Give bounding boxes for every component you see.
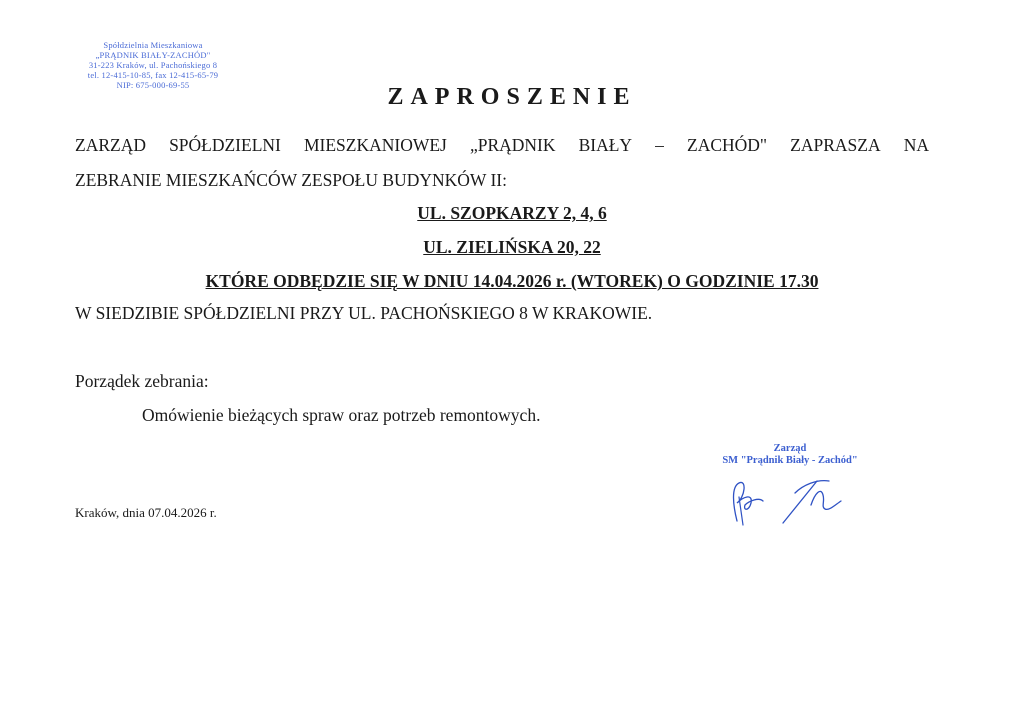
intro-word: ZACHÓD"	[687, 135, 768, 155]
intro-word: –	[655, 135, 664, 155]
place-and-date: Kraków, dnia 07.04.2026 r.	[75, 505, 217, 520]
stamp-line: Spółdzielnia Mieszkaniowa	[103, 40, 203, 50]
intro-line-1	[75, 135, 929, 156]
cooperative-stamp	[58, 40, 248, 90]
board-name: SM "Prądnik Biały - Zachód"	[722, 455, 858, 466]
intro-word: ZAPRASZA	[790, 135, 881, 155]
intro-word: MIESZKANIOWEJ	[303, 135, 447, 155]
agenda-label: Porządek zebrania:	[75, 371, 209, 391]
board-title: Zarząd	[773, 443, 807, 454]
stamp-line: „PRĄDNIK BIAŁY-ZACHÓD"	[95, 50, 211, 60]
intro-word: SPÓŁDZIELNI	[169, 135, 281, 155]
address-zielinska: UL. ZIELIŃSKA 20, 22	[423, 237, 601, 257]
intro-line-2: ZEBRANIE MIESZKAŃCÓW ZESPOŁU BUDYNKÓW II:	[75, 170, 507, 190]
intro-word: „PRĄDNIK	[469, 135, 556, 155]
intro-word: NA	[903, 135, 929, 155]
stamp-line: tel. 12-415-10-85, fax 12-415-65-79	[87, 70, 219, 80]
handwritten-signatures	[725, 475, 875, 530]
agenda-item: Omówienie bieżących spraw oraz potrzeb remontowych.	[142, 405, 541, 425]
board-stamp	[700, 443, 880, 467]
document-title: ZAPROSZENIE	[387, 84, 637, 110]
intro-word: ZARZĄD	[75, 135, 146, 155]
intro-word: BIAŁY	[578, 135, 633, 155]
address-szopkarzy: UL. SZOPKARZY 2, 4, 6	[417, 203, 607, 223]
meeting-location: W SIEDZIBIE SPÓŁDZIELNI PRZY UL. PACHOŃSKIEGO 8 W KRAKOWIE.	[75, 303, 653, 323]
stamp-line: 31-223 Kraków, ul. Pachońskiego 8	[88, 60, 218, 70]
meeting-date-time: KTÓRE ODBĘDZIE SIĘ W DNIU 14.04.2026 r. (WTOREK) O GODZINIE 17.30	[205, 271, 819, 291]
stamp-line: NIP: 675-000-69-55	[116, 80, 190, 90]
